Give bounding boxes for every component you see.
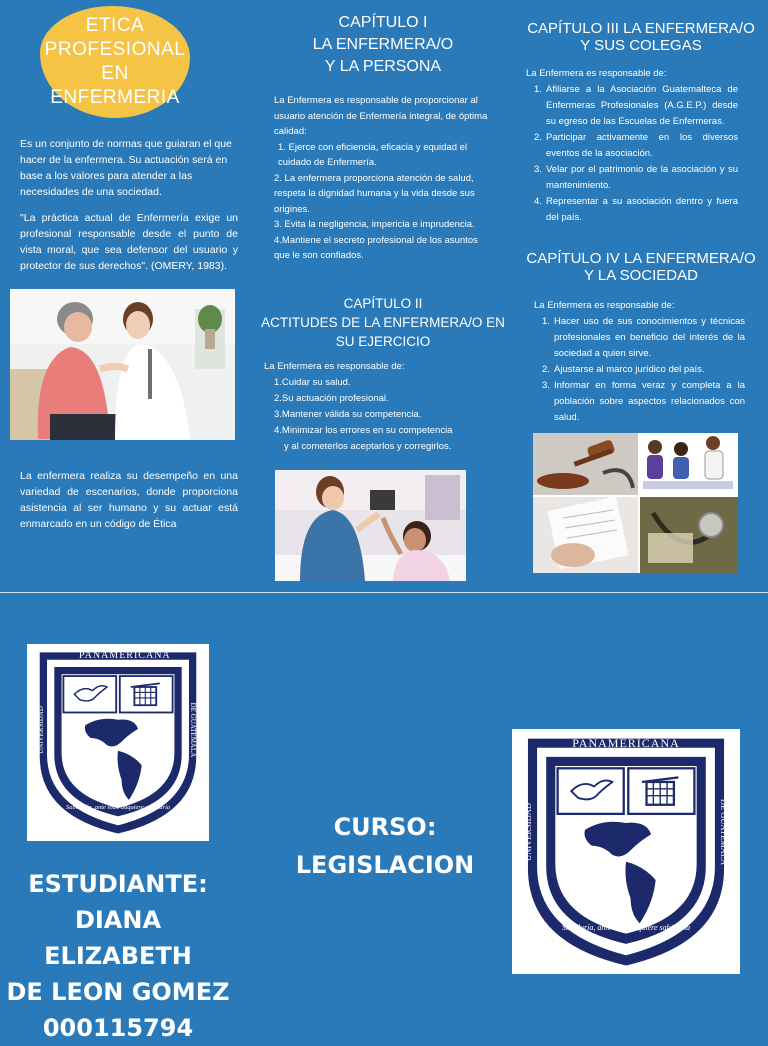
chapter-4-intro: La Enfermera es responsable de: bbox=[534, 300, 675, 311]
student-name: DIANA ELIZABETH bbox=[44, 906, 192, 970]
list-item bbox=[542, 362, 745, 378]
chapter-2-item: 1.Cuidar su salud. bbox=[274, 377, 351, 388]
item-text: Participar activamente en los diversos eventos de la asociación. bbox=[546, 132, 738, 159]
heading-line: SU EJERCICIO bbox=[335, 334, 431, 349]
heading-line: CAPÍTULO IV LA ENFERMERA/O bbox=[526, 250, 756, 267]
item-number: 4. bbox=[534, 196, 542, 207]
logo-top-text: PANAMERICANA bbox=[79, 650, 171, 661]
heading-line: CAPÍTULO I bbox=[338, 14, 428, 31]
chapter-2-item: 2.Su actuación profesional. bbox=[274, 393, 389, 404]
heading-line: Y SUS COLEGAS bbox=[580, 37, 702, 54]
logo-right-text: DE GUATEMALA bbox=[719, 798, 729, 866]
item-text: Ajustarse al marco jurídico del país. bbox=[554, 364, 705, 375]
chapter-1-item: 1. Ejerce con eficiencia, eficacia y equidad el cuidado de Enfermería. bbox=[278, 141, 468, 168]
chapter-3-body bbox=[526, 66, 738, 226]
brochure-title bbox=[30, 14, 200, 110]
chapter-1-body bbox=[274, 93, 494, 264]
item-number: 3. bbox=[534, 164, 542, 175]
logo-motto: Sabiduría, ante todo adquiere sabiduría bbox=[561, 923, 691, 932]
writing-image bbox=[533, 496, 638, 573]
heading-line: CAPÍTULO II bbox=[343, 296, 423, 311]
list-item bbox=[534, 82, 738, 130]
basket-icon bbox=[642, 777, 678, 804]
item-text: Afiliarse a la Asociación Guatemalteca de Enfermeras Profesionales (A.G.E.P.) desde su egreso de las Escuelas de Enfermeras. bbox=[546, 84, 738, 127]
chapter-2-intro: La Enfermera es responsable de: bbox=[264, 361, 405, 372]
university-logo-left bbox=[27, 644, 209, 841]
item-number: 3. bbox=[542, 380, 550, 391]
heading-line: ACTITUDES DE LA ENFERMERA/O EN bbox=[261, 315, 505, 330]
title-line: ENFERMERIA bbox=[50, 87, 180, 108]
chapter-4-list bbox=[534, 314, 745, 426]
chapter-2-item: 4.Minimizar los errores en su competencia bbox=[274, 425, 453, 436]
chapter-2-item: y al cometerlos aceptarlos y corregirlos. bbox=[284, 441, 452, 452]
student-surname: DE LEON GOMEZ bbox=[6, 978, 230, 1006]
student-id: 000115794 bbox=[42, 1014, 194, 1042]
closing-paragraph: La enfermera realiza su desempeño en una variedad de escenarios, donde proporciona asistencia al ser humano y su actuar está enmarcado en un código de Ética bbox=[20, 470, 238, 530]
chapter-2-body bbox=[264, 359, 499, 455]
quote-paragraph: "La práctica actual de Enfermería exige un profesional responsable desde el punto de vista moral, que sea defensor del usuario y protector de sus derechos". (OMERY, 1983). bbox=[20, 212, 238, 272]
heading-line: Y LA PERSONA bbox=[324, 58, 442, 75]
fold-divider bbox=[0, 592, 768, 593]
item-text: Informar en forma veraz y completa a la población sobre aspectos relacionados con salud. bbox=[554, 380, 745, 423]
item-number: 2. bbox=[542, 364, 550, 375]
photo-nurse-elderly bbox=[10, 289, 235, 440]
title-line: ETICA bbox=[85, 15, 145, 36]
intro-paragraph: Es un conjunto de normas que guiaran el que hacer de la enfermera. Su actuación será en base a los valores para atender a las necesidades de una sociedad. bbox=[20, 138, 232, 198]
course-block bbox=[280, 808, 490, 884]
heading-line: CAPÍTULO III LA ENFERMERA/O bbox=[527, 20, 755, 37]
stethoscope-image bbox=[640, 497, 738, 573]
chapter-1-intro: La Enfermera es responsable de proporcionar al usuario atención de Enfermería integral, de óptima calidad: bbox=[274, 95, 488, 137]
chapter-3-heading bbox=[516, 20, 766, 54]
chapter-4-heading bbox=[516, 250, 766, 284]
list-item bbox=[542, 378, 745, 426]
chapter-1-item: 4.Mantiene el secreto profesional de los asuntos que le son confiados. bbox=[274, 234, 478, 261]
basket-icon bbox=[131, 683, 160, 705]
gavel-image bbox=[533, 433, 638, 495]
title-line: PROFESIONAL EN bbox=[44, 39, 186, 84]
logo-left-text: UNIVERSIDAD bbox=[523, 802, 533, 862]
heading-line: Y LA SOCIEDAD bbox=[584, 267, 698, 284]
chapter-3-list bbox=[526, 82, 738, 226]
item-text: Velar por el patrimonio de la asociación y su mantenimiento. bbox=[546, 164, 738, 191]
list-item bbox=[534, 130, 738, 162]
logo-left-text: UNIVERSIDAD bbox=[37, 706, 45, 754]
chapter-2-item: 3.Mantener válida su competencia. bbox=[274, 409, 422, 420]
heading-line: LA ENFERMERA/O bbox=[312, 36, 454, 53]
logo-motto: Sabiduría, ante todo adquiere sabiduría bbox=[65, 804, 171, 811]
chapter-4-body bbox=[534, 298, 745, 426]
list-item bbox=[542, 314, 745, 362]
item-number: 1. bbox=[534, 84, 542, 95]
chapter-1-heading bbox=[268, 12, 498, 78]
university-logo-right bbox=[512, 729, 740, 974]
course-label: CURSO: bbox=[333, 813, 437, 841]
item-text: Representar a su asociación dentro y fuera del país. bbox=[546, 196, 738, 223]
chapter-3-intro: La Enfermera es responsable de: bbox=[526, 68, 667, 79]
course-name: LEGISLACION bbox=[295, 851, 475, 879]
logo-top-text: PANAMERICANA bbox=[572, 736, 680, 750]
chapter-1-item: 3. Evita la negligencia, impericia e imprudencia. bbox=[274, 219, 475, 230]
item-number: 2. bbox=[534, 132, 542, 143]
logo-right-text: DE GUATEMALA bbox=[189, 702, 197, 758]
item-number: 1. bbox=[542, 316, 550, 327]
student-label: ESTUDIANTE: bbox=[28, 870, 208, 898]
list-item bbox=[534, 162, 738, 194]
student-block bbox=[0, 866, 236, 1046]
nurses-illustration bbox=[640, 433, 738, 495]
photo-nurse-child bbox=[275, 470, 466, 581]
chapter-2-heading bbox=[258, 294, 508, 351]
item-text: Hacer uso de sus conocimientos y técnicas profesionales en beneficio del interés de la sociedad a quien sirve. bbox=[554, 316, 745, 359]
list-item bbox=[534, 194, 738, 226]
chapter-1-item: 2. La enfermera proporciona atención de salud, respeta la dignidad humana y la vida desde sus origines. bbox=[274, 172, 475, 215]
photo-collage bbox=[533, 433, 738, 573]
